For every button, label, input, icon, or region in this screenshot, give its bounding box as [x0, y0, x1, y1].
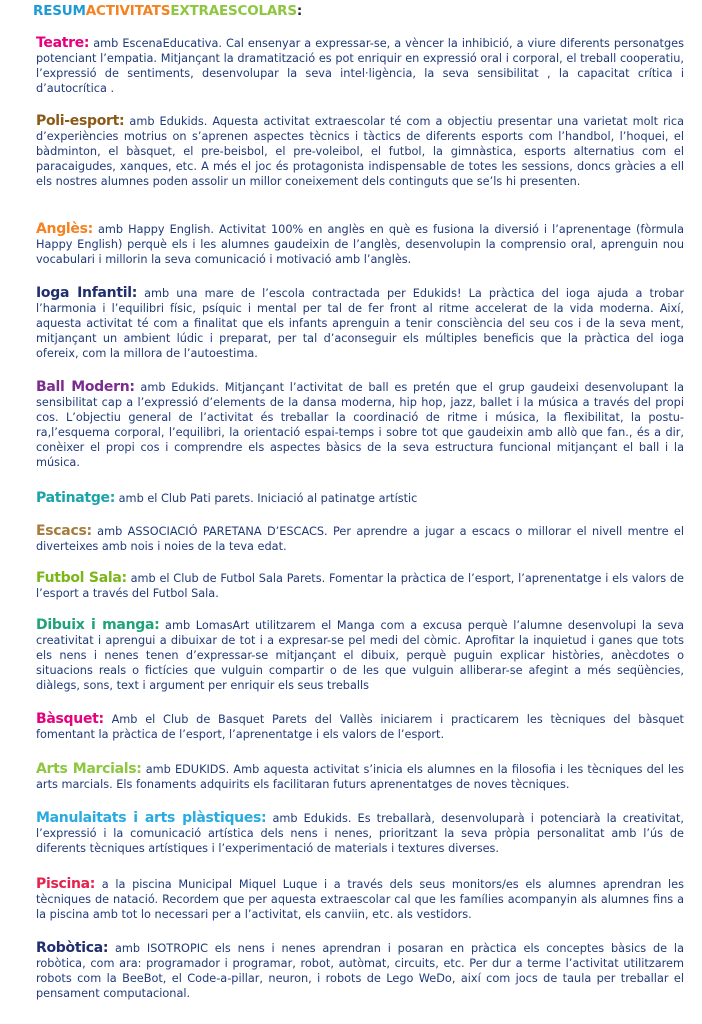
section-heading: Manulaitats i arts plàstiques: [36, 810, 267, 826]
document-title [33, 3, 302, 19]
section-heading: Teatre: [36, 35, 90, 51]
section-text: Amb el Club de Basquet Parets del Vallès iniciarem i practicarem les tècniques del bàsquet fomentant la pràctica de l’esport, l’aprenentatge i els valors de l’esport. [36, 713, 684, 741]
section-piscina [36, 877, 684, 923]
section-heading: Robòtica: [36, 940, 109, 956]
section-basquet [36, 712, 684, 743]
section-text: amb el Club de Futbol Sala Parets. Fomentar la pràctica de l’esport, l’aprenentatge i els valors de l’esport a través del Futbol Sala. [36, 572, 684, 600]
section-heading: Ball Modern: [36, 379, 135, 395]
title-word-resum: RESUM [33, 3, 86, 19]
section-arts-marcials [36, 762, 684, 793]
section-robotica [36, 941, 684, 1002]
title-word-activitats: ACTIVITATS [85, 3, 171, 19]
section-ball-modern [36, 380, 684, 470]
section-ioga-infantil [36, 286, 684, 362]
section-heading: Piscina: [36, 876, 96, 892]
section-text: amb EDUKIDS. Amb aquesta activitat s’inicia els alumnes en la filosofia i les tècniques del les arts marcials. Els fonaments adquirits els facilitaran futurs aprenentatges de noves tècniques. [36, 763, 684, 791]
section-heading: Ioga Infantil: [36, 285, 138, 301]
title-colon: : [296, 3, 303, 19]
title-word-extraescolars: EXTRAESCOLARS [170, 3, 297, 19]
section-text: amb el Club Pati parets. Iniciació al patinatge artístic [115, 492, 418, 505]
section-heading: Poli-esport: [36, 113, 125, 129]
section-heading: Anglès: [36, 221, 93, 237]
section-heading: Bàsquet: [36, 711, 104, 727]
section-heading: Escacs: [36, 523, 92, 539]
section-text: a la piscina Municipal Miquel Luque i a través dels seus monitors/es els alumnes aprendran les tècniques de natació. Recordem que per aquesta extraescolar cal que les famílies acompanyin als alumnes fins a la piscina amb tot lo necessari per a l’activitat, els canviin, etc. als vestidors. [36, 878, 684, 921]
section-text: amb una mare de l’escola contractada per Edukids! La pràctica del ioga ajuda a trobar l’harmonia i l’equilibri físic, psíquic i mental per tal de fer front al ritme accelerat de la vida moderna. Així, aquesta activitat té com a finalitat que els infants aprenguin a tenir consciència del seu cos i de la seva ment, mitjançant un ambient lúdic i preparat, per tal d’aconseguir els múltiples beneficis que la pràctica del ioga ofereix, com la millora de l’autoestima. [36, 287, 684, 360]
section-text: amb Happy English. Activitat 100% en anglès en què es fusiona la diversió i l’aprenentage (fòrmula Happy English) perquè els i les alumnes gaudeixin de l’anglès, desenvolupin la comprensio oral, aprenguin nou vocabulari i millorin la seva comunicació i motivació amb l’anglès. [36, 223, 684, 266]
section-text: amb Edukids. Aquesta activitat extraescolar té com a objectiu presentar una varietat molt rica d’experiències motrius on s’aprenen aspectes tècnics i tàctics de diferents esports com l’handbol, l’hoquei, el bàdminton, el bàsquet, el pre-beisbol, el pre-voleibol, el futbol, la gimnàstica, esports alternatius com el paracaigudes, xanques, etc. A més el joc és protagonista indispensable de totes les sessions, doncs gràcies a ell els nostres alumnes poden assolir un millor coneixement dels continguts que se’ls hi presenten. [36, 115, 684, 188]
section-futbol-sala [36, 571, 684, 602]
section-dibuix-manga [36, 618, 684, 694]
section-text: amb Edukids. Mitjançant l’activitat de ball es pretén que el grup gaudeixi desenvolupant la sensibilitat cap a l’expressió d’elements de la dansa moderna, hip hop, jazz, ballet i la música a través del propi cos. L’objectiu general de l’activitat és treballar la coordinació de ritme i música, la flexibilitat, la postu-ra,l’esquema corporal, l’equilibri, la orientació espai-temps i sobre tot que gaudeixin amb allò que fan., és a dir, conèixer el propi cos i comprendre els aspectes bàsics de la seva estructura funcional mitjançant el ball i la música. [36, 381, 684, 469]
section-heading: Patinatge: [36, 490, 116, 506]
section-text: amb ISOTROPIC els nens i nenes aprendran i posaran en pràctica els conceptes bàsics de la robòtica, com ara: programador i programar, robot, autòmat, circuits, etc. Per dur a terme l’activitat utilitzarem robots com la BeeBot, el Code-a-pillar, neuron, i robots de Lego WeDo, així com jocs de taula per treballar el pensament computacional. [36, 942, 684, 1000]
section-manualitats [36, 811, 684, 857]
section-text: amb ASSOCIACIÓ PARETANA D’ESCACS. Per aprendre a jugar a escacs o millorar el nivell mentre el diverteixes amb nois i noies de la teva edat. [36, 525, 684, 553]
section-text: amb Edukids. Es treballarà, desenvoluparà i potenciarà la creativitat, l’expressió i la comunicació artística dels nens i nenes, prioritzant la seva pròpia personalitat amb l’ús de diferents tècniques artístiques i l’experimentació de materials i textures diverses. [36, 812, 684, 855]
section-poli-esport [36, 114, 684, 190]
section-escacs [36, 524, 684, 555]
section-patinatge [36, 491, 684, 507]
section-text: amb LomasArt utilitzarem el Manga com a excusa perquè l’alumne desenvolupi la seva creativitat i aprengui a dibuixar de tot i a expresar-se pel medi del còmic. Aprofitar la inquietud i ganes que tots els nens i nenes tenen d’expressar-se mitjançant el dibuix, perquè puguin explicar històries, anècdotes o situacions reals o fictícies que vulguin compartir o de les que vulguin alliberar-se afegint a més seqüències, diàlegs, sons, text i argument per enriquir els seus treballs [36, 619, 684, 692]
section-text: amb EscenaEducativa. Cal ensenyar a expressar-se, a vèncer la inhibició, a viure diferents personatges potenciant l’empatia. Mitjançant la dramatització es pot enriquir en expressió oral i corporal, el treball cooperatiu, l’expressió de sentiments, desenvolupar la seva intel·ligència, la seva sensibilitat , la capacitat crítica i d’autocrítica . [36, 37, 684, 95]
section-heading: Arts Marcials: [36, 761, 142, 777]
section-heading: Dibuix i manga: [36, 617, 160, 633]
section-heading: Futbol Sala: [36, 570, 127, 586]
section-teatre [36, 36, 684, 97]
section-angles [36, 222, 684, 268]
